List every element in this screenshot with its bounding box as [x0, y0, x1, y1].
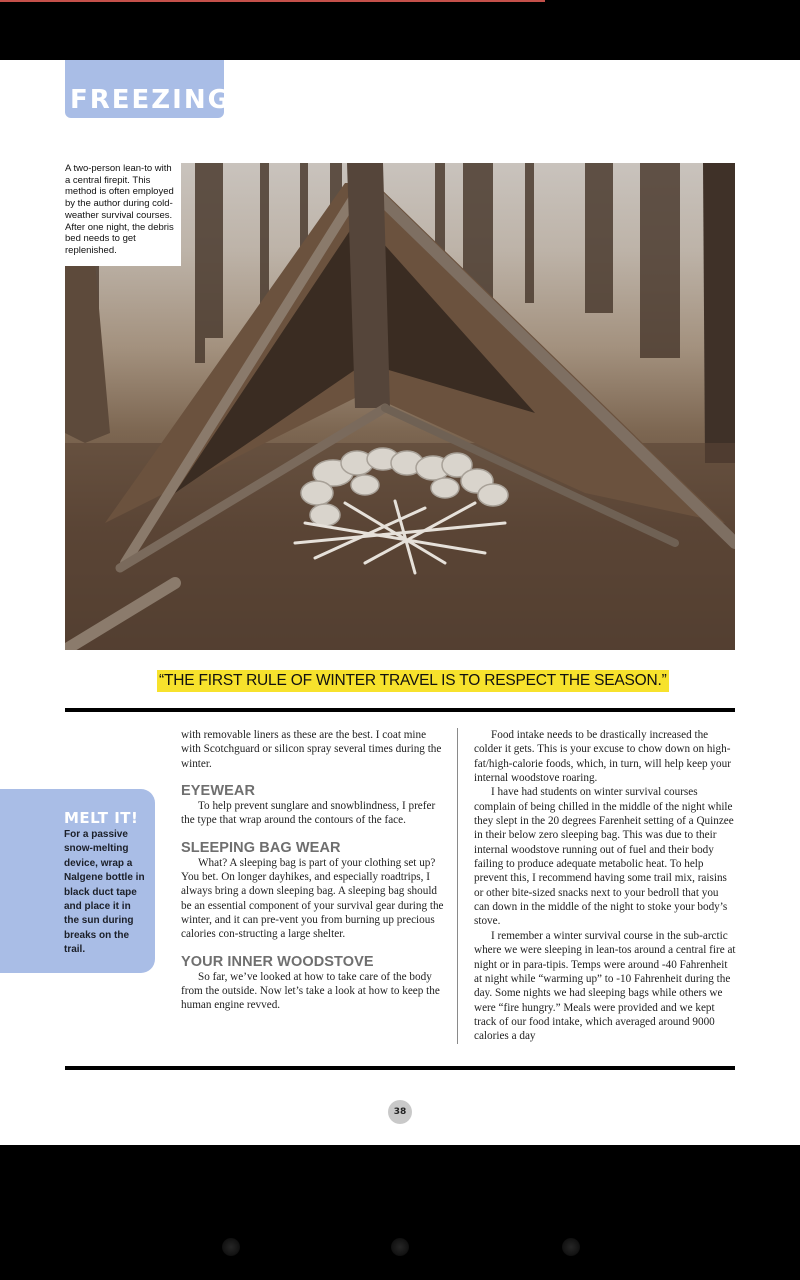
back-button[interactable] — [222, 1238, 240, 1256]
section-tab — [65, 60, 231, 118]
right-column — [474, 728, 736, 1044]
pull-quote: “THE FIRST RULE OF WINTER TRAVEL IS TO RESPECT THE SEASON.” — [157, 670, 669, 692]
left-intro-paragraph: with removable liners as these are the best. I coat mine with Scotchguard or silicon spray several times during the winter. — [181, 729, 442, 770]
page-number: 38 — [388, 1100, 412, 1124]
left-column — [181, 728, 445, 1013]
woodstove-paragraph: So far, we’ve looked at how to take care of the body from the outside. Now let’s take a look at how to keep the human engine revved. — [181, 970, 440, 1012]
section-title: FREEZING — [70, 85, 231, 115]
magazine-page — [0, 60, 800, 1145]
sidebar-title: MELT IT! — [64, 809, 139, 827]
system-nav-bar — [0, 1145, 800, 1280]
woodstove-heading: YOUR INNER WOODSTOVE — [181, 953, 374, 970]
recent-apps-button[interactable] — [562, 1238, 580, 1256]
column-divider — [457, 728, 458, 1044]
photo-caption: A two-person lean-to with a central firepit. This method is often employed by the author during cold-weather survival courses. After one night, the debris bed needs to get replenished. — [65, 163, 174, 256]
reading-progress-bar — [0, 0, 545, 2]
sleeping-bag-heading: SLEEPING BAG WEAR — [181, 839, 341, 856]
eyewear-paragraph: To help prevent sunglare and snowblindness, I prefer the type that wrap around the contours of the face. — [181, 800, 436, 827]
food-intake-paragraph: Food intake needs to be drastically increased the colder it gets. This is your excuse to chow down on high-fat/high-calorie foods, which, in turn, will help keep your internal woodstove roaring. — [474, 729, 731, 785]
melt-it-sidebar — [0, 789, 155, 973]
eyewear-heading: EYEWEAR — [181, 783, 256, 800]
sidebar-text: For a passive snow-melting device, wrap a Nalgene bottle in black duct tape and place it in the sun during breaks on the trail. — [64, 829, 145, 956]
reader-top-bar — [0, 0, 800, 60]
sleeping-bag-paragraph: What? A sleeping bag is part of your clothing set up? You bet. On longer dayhikes, and especially roadtrips, I always bring a down sleeping bag. A sleeping bag should be an essential component of your survival gear during the winter, and it can pre-vent you from burning up precious calories con-structing a large shelter. — [181, 856, 444, 941]
top-rule — [65, 708, 735, 712]
students-paragraph: I have had students on winter survival courses complain of being chilled in the middle of the night while they slept in the 20 degrees Farenheit setting of a Quinzee in their below zero sleeping bag. This was due to their internal woodstove running out of fuel and their body failing to produce adequate metabolic heat. To help prevent this, I recommend having some trail mix, raisins or other bite-sized snacks next to your bedroll that you can down in the middle of the night to stoke your body’s stove. — [474, 786, 734, 928]
bottom-rule — [65, 1066, 735, 1070]
home-button[interactable] — [391, 1238, 409, 1256]
subarctic-paragraph: I remember a winter survival course in the sub-arctic where we were sleeping in lean-tos around a central fire at night or in para-tipis. Temps were around -40 Fahrenheit at night while “warming up” to -10 Fahrenheit during the day. Some nights we had sleeping bags while others we were “fire hungry.” Meals were provided and we kept track of our food intake, which averaged around 9000 calories a day — [474, 929, 736, 1043]
